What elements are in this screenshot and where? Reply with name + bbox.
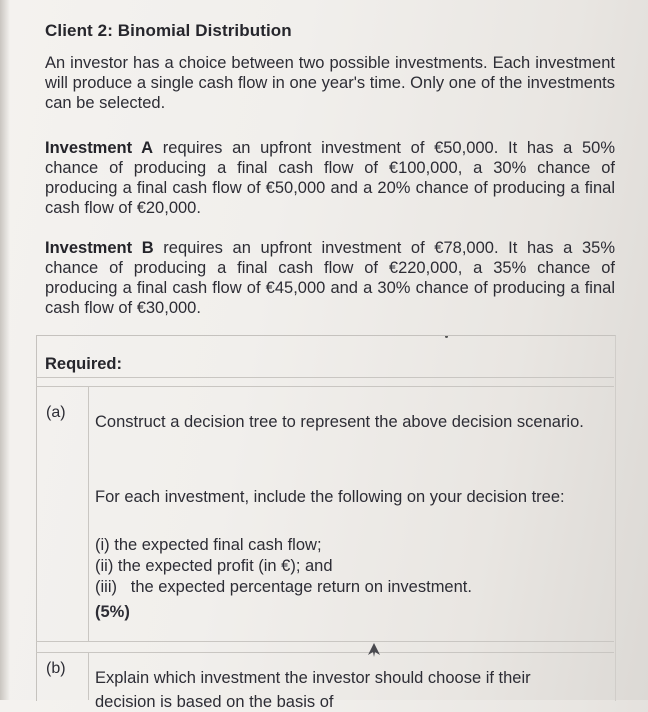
investment-a-paragraph [45,138,615,218]
list-item: (ii) the expected profit (in €); and [95,557,333,575]
table-column-divider [88,386,89,641]
investment-a-text: requires an upfront investment of €50,000. It has a 50% chance of producing a final cash flow of €100,000, a 30% chance of producing a final cash flow of €50,000 and a 20% chance of producing a final cash flow of €20,000. [45,139,616,217]
table-divider [36,641,614,642]
required-heading: Required: [45,355,123,373]
investment-b-text: requires an upfront investment of €78,000. It has a 35% chance of producing a final cash flow of €220,000, a 35% chance of producing a final cash flow of €45,000 and a 30% chance of producing a final cash flow of €30,000. [45,239,616,317]
table-column-divider [88,652,89,700]
investment-b-paragraph [45,238,615,318]
mouse-cursor-icon [367,642,381,658]
part-a-marks: (5%) [95,603,130,621]
part-a-label: (a) [46,404,66,421]
intro-paragraph: An investor has a choice between two possible investments. Each investment will produce a single cash flow in one year's time. Only one of the investments can be selected. [45,54,615,112]
investment-b-label: Investment B [45,239,154,257]
part-a-question: Construct a decision tree to represent the above decision scenario. [95,413,584,431]
part-b-question: Explain which investment the investor should choose if their [95,669,531,687]
part-a-instruction: For each investment, include the following on your decision tree: [95,488,565,506]
table-divider [36,377,614,378]
table-divider [36,386,614,387]
investment-a-label: Investment A [45,139,154,157]
part-b-label: (b) [46,660,66,677]
page-edge-shadow [0,0,10,700]
table-divider [36,652,614,653]
part-a-items [95,535,472,598]
part-b-continuation: decision is based on the basis of [95,693,334,711]
page-title: Client 2: Binomial Distribution [45,21,292,40]
list-item: (iii) the expected percentage return on investment. [95,578,472,596]
list-item: (i) the expected final cash flow; [95,536,322,554]
